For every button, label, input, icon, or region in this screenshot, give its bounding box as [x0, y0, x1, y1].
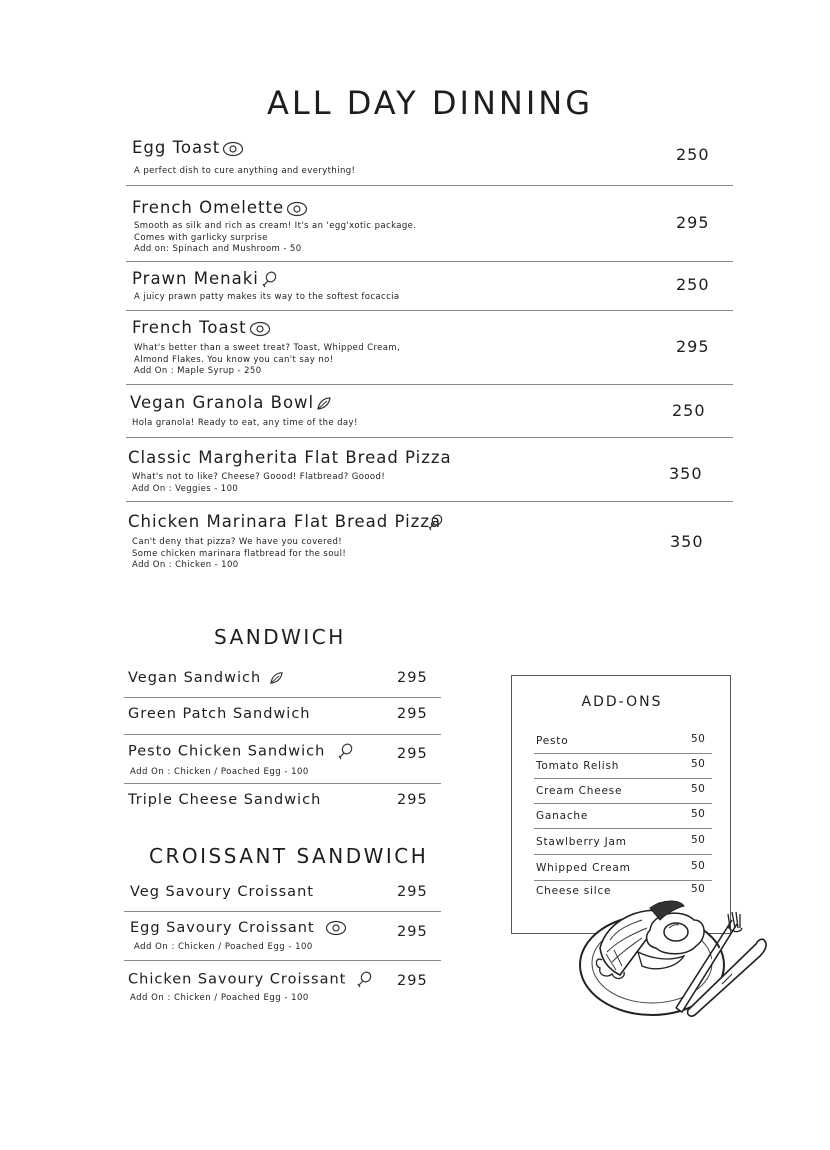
item-name: Prawn Menaki	[132, 269, 259, 288]
croissant-item	[124, 920, 441, 961]
menu-item	[126, 393, 733, 438]
item-name: French Omelette	[132, 198, 285, 217]
drumstick-icon	[261, 271, 277, 288]
item-name: Egg Toast	[132, 138, 221, 157]
addon-price: 50	[691, 883, 706, 895]
addon-price: 50	[691, 733, 706, 745]
item-price: 295	[397, 973, 428, 989]
item-name: Veg Savoury Croissant	[130, 884, 314, 900]
addon-name: Pesto	[536, 735, 569, 747]
item-price: 350	[670, 532, 704, 551]
item-name: Green Patch Sandwich	[128, 706, 311, 722]
sandwich-item	[124, 670, 441, 698]
page-title: ALL DAY DINNING	[266, 84, 594, 122]
addon-row	[534, 758, 712, 779]
menu-item	[126, 512, 733, 574]
item-price: 295	[397, 746, 428, 762]
addon-name: Stawlberry Jam	[536, 836, 627, 848]
addon-name: Ganache	[536, 810, 589, 822]
addon-name: Cream Cheese	[536, 785, 623, 797]
menu-item	[126, 138, 733, 186]
addon-price: 50	[691, 834, 706, 846]
menu-item	[126, 269, 733, 311]
addon-name: Whipped Cream	[536, 862, 631, 874]
item-name: Chicken Savoury Croissant	[128, 971, 347, 988]
croissant-item	[124, 971, 441, 1007]
croissant-item	[124, 884, 441, 912]
menu-item	[126, 448, 733, 502]
item-name: Classic Margherita Flat Bread Pizza	[128, 448, 452, 467]
sandwich-item	[124, 743, 441, 784]
item-description: Smooth as silk and rich as cream! It's an 'egg'xotic package. Comes with garlicky surprise Add on: Spinach and Mushroom - 50	[134, 221, 417, 254]
drumstick-icon	[427, 514, 443, 531]
item-name: Vegan Sandwich	[128, 670, 262, 686]
addon-price: 50	[691, 860, 706, 872]
item-description: A juicy prawn patty makes its way to the softest focaccia	[134, 292, 400, 302]
leaf-icon	[316, 396, 332, 411]
item-price: 295	[676, 337, 710, 356]
item-price: 250	[672, 401, 706, 420]
item-name: Triple Cheese Sandwich	[128, 792, 322, 808]
sandwich-item	[124, 792, 441, 820]
addon-row	[534, 733, 712, 754]
item-addon: Add On : Chicken / Poached Egg - 100	[134, 942, 313, 952]
section-title-sandwich: SANDWICH	[214, 625, 346, 649]
drumstick-icon	[356, 971, 372, 988]
item-price: 295	[397, 792, 428, 808]
leaf-icon	[269, 671, 284, 685]
item-price: 295	[397, 706, 428, 722]
item-price: 295	[397, 884, 428, 900]
item-price: 295	[397, 670, 428, 686]
item-price: 250	[676, 145, 710, 164]
egg-icon	[249, 321, 271, 337]
egg-icon	[325, 920, 347, 936]
item-name: Egg Savoury Croissant	[130, 920, 315, 936]
addons-title: ADD-ONS	[581, 694, 663, 710]
addon-row	[534, 808, 712, 829]
item-price: 295	[676, 213, 710, 232]
item-description: What's not to like? Cheese? Goood! Flatbread? Goood! Add On : Veggies - 100	[132, 472, 386, 494]
item-name: French Toast	[132, 318, 247, 337]
item-name: Vegan Granola Bowl	[130, 393, 315, 412]
addon-price: 50	[691, 808, 706, 820]
item-description: Hola granola! Ready to eat, any time of the day!	[132, 418, 358, 428]
section-title-croissant: CROISSANT SANDWICH	[149, 844, 429, 868]
item-description: Can't deny that pizza? We have you covered! Some chicken marinara flatbread for the soul! Add On : Chicken - 100	[132, 537, 347, 570]
menu-item	[126, 198, 733, 262]
item-name: Pesto Chicken Sandwich	[128, 743, 326, 760]
menu-item	[126, 318, 733, 385]
item-addon: Add On : Chicken / Poached Egg - 100	[130, 993, 309, 1003]
item-addon: Add On : Chicken / Poached Egg - 100	[130, 767, 309, 777]
item-description: A perfect dish to cure anything and everything!	[134, 166, 356, 176]
item-price: 350	[669, 464, 703, 483]
item-price: 295	[397, 924, 428, 940]
addon-price: 50	[691, 758, 706, 770]
egg-icon	[222, 141, 244, 157]
egg-icon	[286, 201, 308, 217]
addon-row	[534, 834, 712, 855]
drumstick-icon	[337, 743, 353, 760]
addon-row	[534, 783, 712, 804]
item-name: Chicken Marinara Flat Bread Pizza	[128, 512, 442, 531]
item-price: 250	[676, 275, 710, 294]
item-description: What's better than a sweet treat? Toast, Whipped Cream, Almond Flakes. You know you can't say no! Add On : Maple Syrup - 250	[134, 343, 401, 376]
addon-name: Cheese silce	[536, 885, 612, 897]
addon-row	[534, 860, 712, 881]
addon-name: Tomato Relish	[536, 760, 620, 772]
sandwich-item	[124, 706, 441, 735]
breakfast-plate-illustration	[572, 890, 772, 1029]
addon-price: 50	[691, 783, 706, 795]
